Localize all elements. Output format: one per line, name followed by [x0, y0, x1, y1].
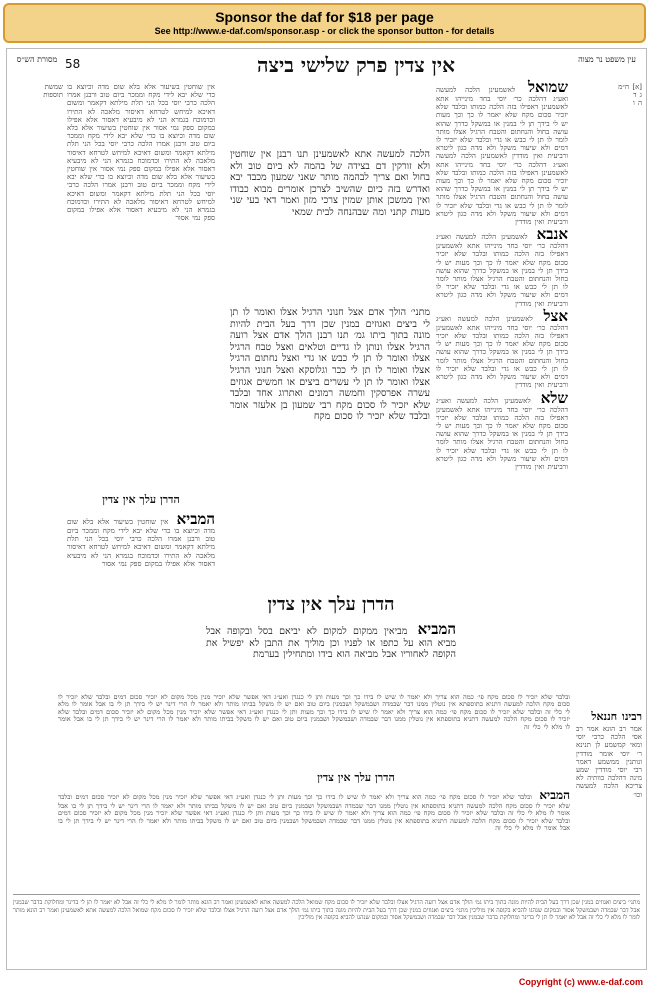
- lead-word-anba: אנבא: [536, 225, 568, 244]
- lower-commentary: [58, 694, 570, 764]
- tosafot-column: [67, 83, 215, 488]
- lower-text-3: ובלבד שלא יזכיר לו סכום מקח פי׳ כמה הוא צריך ולא יאמר לו שיש לו בידו כך וכך מעות ותן לי כנגדן ואע״ג דאי אפשר שלא יזכיר מנין מכל מקום לא יזכיר סכום דמים ובלבד שלא יזכיר לו סכום מקח הלכה למעשה דתניא בתוספתא אין נוטלין ממנו דבר שבמדה ושבמשקל ושבמנין ביום טוב ואם יש לו משקל בביתו מותר ולא יאמר לו הרי דינר יש לי בידך תן לי בו אבל אומר לו מלא לי כלי זה: [58, 793, 570, 818]
- gemara-main-mid: [230, 307, 430, 587]
- tosafot-text: אין שוחטין בשיעור אלא בלא שום מדה וכיוצא בו כדי שלא יבא לידי מקח וממכר ביום טוב ורבנן אמרו הלכה כרבי יוסי בכל הני תלת מילתא דקאמר ומשום דאיכא למיחש לטרחא דאיסור מלאכה לא התירו וכדמוכח בגמרא הני לא מיבעיא דאסור אלא אפילו במקום ספק נמי אסור: [67, 83, 215, 133]
- lead-word-rabeinu: רבינו חננאל: [591, 710, 642, 723]
- tosafot-text-2: אין שוחטין בשיעור אלא בלא שום מדה וכיוצא בו כדי שלא יבא לידי מקח וממכר ביום טוב ורבנן אמרו הלכה כרבי יוסי בכל הני תלת מילתא דקאמר ומשום דאיכא למיחש לטרחא דאיסור מלאכה לא התירו וכדמוכח בגמרא הני לא מיבעיא דאסור אלא אפילו במקום ספק נמי אסור: [67, 124, 215, 174]
- gemara-text-mid: מתני׳ הולך אדם אצל חנוני הרגיל אצלו ואומר לו תן לי ביצים ואגוזים במנין שכן דרך בעל הבית להיות מונה בתוך ביתו גמ׳ תנו רבנן הולך אדם אצל רועה הרגיל אצלו ונותן לו גדיים וטלאים ואצל טבח הרגיל אצלו ואומר לו תן לי כבש או גדי ואצל נחתום הרגיל אצלו ואומר לו תן לי ככר וגלוסקא ואצל חנוני הרגיל אצלו ואומר לו תן לי עשרים ביצים או חמשים אגוזים עשרה אפרסקין וחמשה רמונים ואתרוג אחד ובלבד שלא יזכיר לו סכום מקח רבי שמעון בן אלעזר אומר ובלבד שלא יזכיר לו סכום מקח: [230, 307, 430, 423]
- lead-word-hamevi-bottom: המביא: [539, 788, 570, 802]
- sponsor-title[interactable]: Sponsor the daf for $18 per page: [215, 9, 434, 25]
- page-title: אין צדין פרק שלישי ביצה: [257, 53, 455, 77]
- side-mark: [א] ח״מ: [618, 83, 642, 91]
- mishna-text: מביאין ממקום למקום לא יביאם בסל ובקופה אבל מביא הוא על כתפו או לפניו וכן מוליך את התבן לא יפשיל את הקופה לאחוריו אבל מביאה הוא בידו ומתחילין בערמת: [206, 626, 456, 661]
- ein-mishpat-label: עין משפט נר מצוה: [578, 55, 636, 64]
- copyright-link[interactable]: Copyright (c) www.e-daf.com: [518, 977, 643, 987]
- gemara-mishna-column: [206, 621, 456, 691]
- lead-word-hamevi-main: המביא: [417, 621, 456, 638]
- lower-commentary-2: [58, 787, 570, 887]
- side-mark: ה ו: [632, 99, 642, 108]
- rashi-text-4: לאשמעינן הלכה למעשה ואע״ג דהלכה כר׳ יוסי בחד מינייהו אתא לאשמעינן דאפילו בזה הלכה כמותו ובלבד שלא יזכיר סכום מקח שלא יאמר לו כך וכך מעות יש לי בידך תן לי במנין או במשקל כדרך שהוא עושה בחול והנחתום והטבח הרגיל אצלו מותר לומר לו תן לי כבש או גדי ובלבד שלא יזכיר לו דמים ולא שיעור משקל ולא מדה כגון ליטרא ורביעית ואין מודדין: [436, 396, 568, 471]
- footer-notes: [13, 899, 640, 959]
- lower-text-4: ובלבד שלא יזכיר לו סכום מקח פי׳ כמה הוא צריך ולא יאמר לו שיש לו בידו כך וכך מעות ותן לי כנגדן ואע״ג דאי אפשר שלא יזכיר מנין מכל מקום לא יזכיר סכום דמים ובלבד שלא יזכיר לו סכום מקח הלכה למעשה דתניא בתוספתא אין נוטלין ממנו דבר שבמדה ושבמשקל ושבמנין ביום טוב ואם יש לו משקל בביתו מותר ולא יאמר לו הרי דינר יש לי בידך תן לי בו אבל אומר לו מלא לי כלי זה: [58, 809, 570, 833]
- side-mark: ג ד: [633, 91, 642, 100]
- talmud-page: [6, 48, 647, 970]
- divider: [13, 894, 640, 895]
- hadran-main: הדרן עלך אין צדין: [267, 594, 395, 615]
- rashi-text: לאשמעינן הלכה למעשה ואע״ג דהלכה כר׳ יוסי בחד מינייהו אתא לאשמעינן דאפילו בזה הלכה כמותו ובלבד שלא יזכיר סכום מקח שלא יאמר לו כך וכך מעות יש לי בידך תן לי במנין או במשקל כדרך שהוא עושה בחול והנחתום והטבח הרגיל אצלו מותר לומר לו תן לי כבש או גדי ובלבד שלא יזכיר לו דמים ולא שיעור משקל ולא מדה כגון ליטרא ורביעית ואין מודדין: [436, 86, 568, 161]
- lead-word-hamevi-top: המביא: [176, 511, 215, 528]
- masoret-column: [11, 83, 63, 683]
- gemara-text-top: הלכה למעשה אתא לאשמעינן תנו רבנן אין שוחטין ולא זורקין דם בצידה של בהמה לא ביום טוב ולא בחול ואם צריך לבהמה מותר שאני שמעון מכבד יבא ואדרש בזה כיום שהשיב לצרכן אומרים מבוא כבודו ואין ממשכן אותן שמזין צרכי מזון ואמר דאי בעי שני מעות קתני ומה שבהנחה לבית שמאי: [230, 149, 430, 218]
- lower-text: ובלבד שלא יזכיר לו סכום מקח פי׳ כמה הוא צריך ולא יאמר לו שיש לו בידו כך וכך מעות ותן לי כנגדן ואע״ג דאי אפשר שלא יזכיר מנין מכל מקום לא יזכיר סכום דמים ובלבד שלא יזכיר לו סכום מקח הלכה למעשה דתניא בתוספתא אין נוטלין ממנו דבר שבמדה ושבמשקל ושבמנין ביום טוב ואם יש לו משקל בביתו מותר ולא יאמר לו הרי דינר יש לי בידך תן לי בו אבל אומר לו מלא לי כלי זה: [58, 694, 570, 716]
- footer-notes-text-2: מתני׳ ביצים ואגוזים במנין שכן דרך בעל הבית להיות מונה בתוך ביתו גמ׳ הולך אדם אצל רועה הרגיל אצלו ובלבד שלא יזכיר לו סכום מקח שמואל הלכה למעשה אתא לאשמעינן ואמר רב הונא מותר לומר לו מלא לי כלי זה אבל לא יאמר לו תן לי בדינר ומחלוקת בדבר שבמנין אבל דבר שבמדה ושבמשקל אסור ובמקום שנהגו להביא בקופה אין מוליכין: [13, 906, 640, 921]
- tosafot-text-3: אין שוחטין בשיעור אלא בלא שום מדה וכיוצא בו כדי שלא יבא לידי מקח וממכר ביום טוב ורבנן אמרו הלכה כרבי יוסי בכל הני תלת מילתא דקאמר ומשום דאיכא למיחש לטרחא דאיסור מלאכה לא התירו וכדמוכח בגמרא הני לא מיבעיא דאסור אלא אפילו במקום ספק נמי אסור: [67, 165, 215, 223]
- rashi-text-2: לאשמעינן הלכה למעשה ואע״ג דהלכה כר׳ יוסי בחד מינייהו אתא לאשמעינן דאפילו בזה הלכה כמותו ובלבד שלא יזכיר סכום מקח שלא יאמר לו כך וכך מעות יש לי בידך תן לי במנין או במשקל כדרך שהוא עושה בחול והנחתום והטבח הרגיל אצלו מותר לומר לו תן לי כבש או גדי ובלבד שלא יזכיר לו דמים ולא שיעור משקל ולא מדה כגון ליטרא ורביעית ואין מודדין: [436, 233, 568, 308]
- footer-notes-text: מתני׳ ביצים ואגוזים במנין שכן דרך בעל הבית להיות מונה בתוך ביתו גמ׳ הולך אדם אצל רועה הרגיל אצלו ובלבד שלא יזכיר לו סכום מקח שמואל הלכה למעשה אתא לאשמעינן ואמר רב הונא מותר לומר לו מלא לי כלי זה אבל לא יאמר לו תן לי בדינר ומחלוקת בדבר שבמנין אבל דבר שבמדה ושבמשקל אסור ובמקום שנהגו להביא בקופה אין מוליכין: [13, 899, 640, 914]
- gemara-main-top: [230, 149, 430, 304]
- hadran-bottom: הדרן עלך אין צדין: [317, 771, 395, 784]
- rashi-column: [436, 79, 568, 489]
- lead-word-etzel: אצל: [543, 306, 568, 325]
- ein-mishpat-column: [576, 83, 642, 503]
- rashi-text-cont: לאשמעינן הלכה למעשה ואע״ג דהלכה כר׳ יוסי בחד מינייהו אתא לאשמעינן דאפילו בזה הלכה כמותו ובלבד שלא יזכיר סכום מקח שלא יאמר לו כך וכך מעות יש לי בידך תן לי במנין או במשקל כדרך שהוא עושה בחול והנחתום והטבח הרגיל אצלו מותר לומר לו תן לי כבש או גדי ובלבד שלא יזכיר לו דמים ולא שיעור משקל ולא מדה כגון ליטרא ורביעית ואין מודדין: [436, 152, 568, 227]
- side-mark: שמשת: [44, 83, 63, 91]
- rashi-text-3: לאשמעינן הלכה למעשה ואע״ג דהלכה כר׳ יוסי בחד מינייהו אתא לאשמעינן דאפילו בזה הלכה כמותו ובלבד שלא יזכיר סכום מקח שלא יאמר לו כך וכך מעות יש לי בידך תן לי במנין או במשקל כדרך שהוא עושה בחול והנחתום והטבח הרגיל אצלו מותר לומר לו תן לי כבש או גדי ובלבד שלא יזכיר לו דמים ולא שיעור משקל ולא מדה כגון ליטרא ורביעית ואין מודדין: [436, 314, 568, 390]
- sponsor-subtitle[interactable]: See http://www.e-daf.com/sponsor.asp - or click the sponsor button - for details: [154, 26, 495, 36]
- hadran-top: הדרן עלך אין צדין: [102, 493, 180, 506]
- page-number: 58: [65, 57, 81, 71]
- lead-word-shmuel: שמואל: [527, 79, 568, 96]
- lead-word-shela: שלא: [540, 388, 568, 407]
- rabeinu-text: אמר רב הונא אמר רב אסי הלכה כרבי יוסי ומאי קמשמע לן תנינא ר׳ יוסי אומר מודדין ונותנין ממשמע דאמר רבי יוסי מודדין שמע מינה דהלכה כוותיה לא צריכא הלכה למעשה וכו׳: [576, 725, 642, 799]
- sponsor-banner[interactable]: [3, 3, 646, 43]
- masoret-label: מסורת הש״ס: [16, 55, 58, 64]
- rabeinu-chananel-column: [576, 709, 642, 889]
- side-mark: תוספות: [43, 91, 63, 100]
- tosafot-column-2: [67, 511, 215, 686]
- tosafot-text-4: אין שוחטין בשיעור אלא בלא שום מדה וכיוצא בו כדי שלא יבא לידי מקח וממכר ביום טוב ורבנן אמרו הלכה כרבי יוסי בכל הני תלת מילתא דקאמר ומשום דאיכא למיחש לטרחא דאיסור מלאכה לא התירו וכדמוכח בגמרא הני לא מיבעיא דאסור אלא אפילו במקום ספק נמי אסור: [67, 518, 215, 568]
- lower-text-2: ובלבד שלא יזכיר לו סכום מקח פי׳ כמה הוא צריך ולא יאמר לו שיש לו בידו כך וכך מעות ותן לי כנגדן ואע״ג דאי אפשר שלא יזכיר מנין מכל מקום לא יזכיר סכום דמים ובלבד שלא יזכיר לו סכום מקח הלכה למעשה דתניא בתוספתא אין נוטלין ממנו דבר שבמדה ושבמשקל ושבמנין ביום טוב ואם יש לו משקל בביתו מותר ולא יאמר לו הרי דינר יש לי בידך תן לי בו אבל אומר לו מלא לי כלי זה: [58, 707, 570, 731]
